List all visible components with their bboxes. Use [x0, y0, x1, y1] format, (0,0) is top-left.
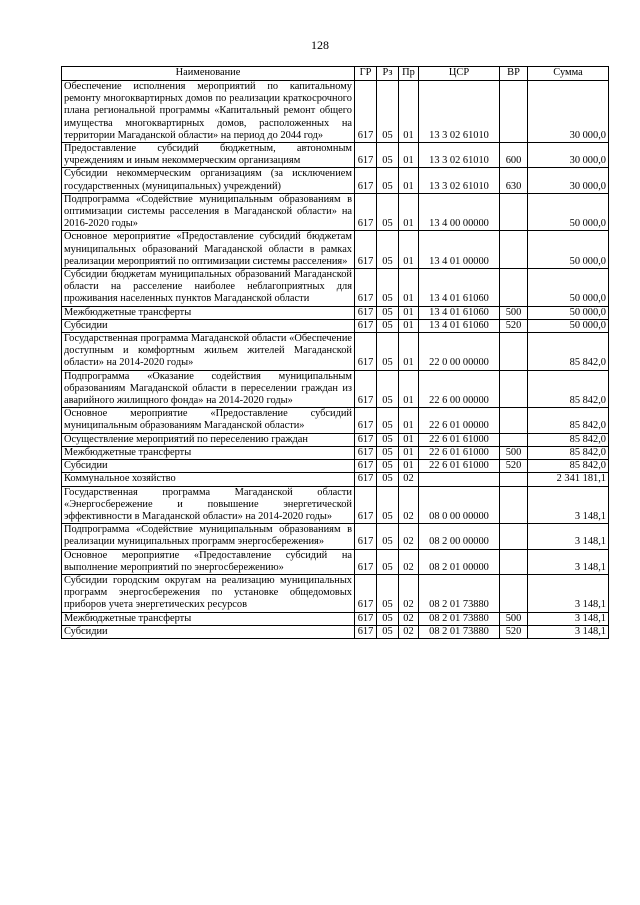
row-csr-cell: 22 6 01 61000 — [419, 433, 500, 446]
row-rz-cell: 05 — [377, 370, 399, 408]
row-pr-cell: 01 — [399, 193, 419, 231]
row-gr-cell: 617 — [355, 306, 377, 319]
row-sum-cell: 85 842,0 — [528, 333, 609, 371]
row-gr-cell: 617 — [355, 319, 377, 332]
table-row — [62, 625, 609, 638]
row-name-cell: Межбюджетные трансферты — [62, 612, 355, 625]
row-vr-cell — [500, 524, 528, 549]
row-rz-cell: 05 — [377, 612, 399, 625]
row-rz-cell: 05 — [377, 524, 399, 549]
row-name-cell: Субсидии — [62, 625, 355, 638]
row-gr-cell: 617 — [355, 143, 377, 168]
row-gr-cell: 617 — [355, 168, 377, 193]
table-row — [62, 306, 609, 319]
row-csr-cell: 08 2 01 73880 — [419, 625, 500, 638]
row-vr-cell — [500, 193, 528, 231]
header-name: Наименование — [62, 67, 355, 81]
row-name-cell: Подпрограмма «Оказание содействия муниципальным образованиям Магаданской области в переселении граждан из аварийного жилищного фонда» на 2014-2020 годы» — [62, 370, 355, 408]
row-csr-cell: 13 4 01 61060 — [419, 269, 500, 307]
row-pr-cell: 02 — [399, 486, 419, 524]
row-name-cell: Субсидии некоммерческим организациям (за исключением государственных (муниципальных) учреждений) — [62, 168, 355, 193]
row-pr-cell: 01 — [399, 143, 419, 168]
table-row — [62, 333, 609, 371]
row-gr-cell: 617 — [355, 473, 377, 486]
row-sum-cell: 3 148,1 — [528, 612, 609, 625]
row-csr-cell: 08 2 00 00000 — [419, 524, 500, 549]
row-pr-cell: 01 — [399, 306, 419, 319]
row-vr-cell — [500, 269, 528, 307]
row-name-cell: Основное мероприятие «Предоставление субсидий бюджетам муниципальных образований Магаданской области в рамках реализации мероприятий по оптимизации системы расселения» — [62, 231, 355, 269]
row-name-cell: Субсидии — [62, 319, 355, 332]
row-sum-cell: 50 000,0 — [528, 319, 609, 332]
row-sum-cell: 85 842,0 — [528, 460, 609, 473]
row-name-cell: Коммунальное хозяйство — [62, 473, 355, 486]
row-csr-cell: 13 4 01 61060 — [419, 306, 500, 319]
row-gr-cell: 617 — [355, 574, 377, 612]
row-rz-cell: 05 — [377, 168, 399, 193]
row-gr-cell: 617 — [355, 460, 377, 473]
row-rz-cell: 05 — [377, 486, 399, 524]
table-row — [62, 168, 609, 193]
table-row — [62, 574, 609, 612]
row-sum-cell: 50 000,0 — [528, 193, 609, 231]
row-rz-cell: 05 — [377, 193, 399, 231]
row-rz-cell: 05 — [377, 574, 399, 612]
row-csr-cell: 08 2 01 73880 — [419, 612, 500, 625]
row-sum-cell: 3 148,1 — [528, 574, 609, 612]
table-row — [62, 408, 609, 433]
row-gr-cell: 617 — [355, 625, 377, 638]
table-row — [62, 486, 609, 524]
row-sum-cell: 30 000,0 — [528, 81, 609, 143]
header-gr: ГР — [355, 67, 377, 81]
row-pr-cell: 01 — [399, 446, 419, 459]
table-header-row — [62, 67, 609, 81]
row-gr-cell: 617 — [355, 370, 377, 408]
row-csr-cell: 22 6 01 00000 — [419, 408, 500, 433]
row-csr-cell: 08 0 00 00000 — [419, 486, 500, 524]
row-rz-cell: 05 — [377, 549, 399, 574]
row-vr-cell: 630 — [500, 168, 528, 193]
row-sum-cell: 30 000,0 — [528, 143, 609, 168]
row-vr-cell — [500, 81, 528, 143]
row-csr-cell: 13 4 01 00000 — [419, 231, 500, 269]
row-sum-cell: 50 000,0 — [528, 269, 609, 307]
header-pr: Пр — [399, 67, 419, 81]
row-gr-cell: 617 — [355, 193, 377, 231]
row-rz-cell: 05 — [377, 306, 399, 319]
row-vr-cell — [500, 486, 528, 524]
row-pr-cell: 01 — [399, 460, 419, 473]
row-gr-cell: 617 — [355, 269, 377, 307]
row-sum-cell: 3 148,1 — [528, 549, 609, 574]
row-csr-cell: 08 2 01 00000 — [419, 549, 500, 574]
row-name-cell: Обеспечение исполнения мероприятий по капитальному ремонту многоквартирных домов по реализации краткосрочного плана региональной программы «Капитальный ремонт общего имущества многоквартирных домов, расположенных на территории Магаданской области» на период до 2044 год» — [62, 81, 355, 143]
row-pr-cell: 02 — [399, 574, 419, 612]
row-vr-cell: 600 — [500, 143, 528, 168]
row-vr-cell — [500, 408, 528, 433]
row-gr-cell: 617 — [355, 433, 377, 446]
row-sum-cell: 2 341 181,1 — [528, 473, 609, 486]
row-pr-cell: 01 — [399, 433, 419, 446]
row-name-cell: Подпрограмма «Содействие муниципальным образованиям в реализации муниципальных программ энергосбережения» — [62, 524, 355, 549]
table-row — [62, 143, 609, 168]
row-pr-cell: 02 — [399, 549, 419, 574]
row-pr-cell: 01 — [399, 408, 419, 433]
row-sum-cell: 85 842,0 — [528, 370, 609, 408]
table-row — [62, 473, 609, 486]
row-gr-cell: 617 — [355, 524, 377, 549]
row-vr-cell — [500, 473, 528, 486]
table-row — [62, 81, 609, 143]
row-vr-cell: 520 — [500, 625, 528, 638]
table-row — [62, 612, 609, 625]
row-gr-cell: 617 — [355, 549, 377, 574]
row-vr-cell — [500, 370, 528, 408]
row-sum-cell: 3 148,1 — [528, 486, 609, 524]
row-gr-cell: 617 — [355, 81, 377, 143]
row-name-cell: Межбюджетные трансферты — [62, 306, 355, 319]
table-row — [62, 549, 609, 574]
row-pr-cell: 01 — [399, 333, 419, 371]
row-sum-cell: 3 148,1 — [528, 524, 609, 549]
row-csr-cell: 13 4 01 61060 — [419, 319, 500, 332]
table-row — [62, 433, 609, 446]
row-vr-cell: 520 — [500, 460, 528, 473]
row-rz-cell: 05 — [377, 625, 399, 638]
row-vr-cell: 500 — [500, 306, 528, 319]
row-sum-cell: 85 842,0 — [528, 408, 609, 433]
header-vr: ВР — [500, 67, 528, 81]
row-csr-cell: 08 2 01 73880 — [419, 574, 500, 612]
row-vr-cell — [500, 433, 528, 446]
row-vr-cell — [500, 231, 528, 269]
row-sum-cell: 50 000,0 — [528, 231, 609, 269]
row-vr-cell: 500 — [500, 446, 528, 459]
row-pr-cell: 01 — [399, 319, 419, 332]
row-rz-cell: 05 — [377, 473, 399, 486]
table-row — [62, 460, 609, 473]
table-row — [62, 319, 609, 332]
row-name-cell: Основное мероприятие «Предоставление субсидий муниципальным образованиям Магаданской области» — [62, 408, 355, 433]
row-name-cell: Основное мероприятие «Предоставление субсидий на выполнение мероприятий по энергосбережению» — [62, 549, 355, 574]
row-rz-cell: 05 — [377, 81, 399, 143]
row-csr-cell — [419, 473, 500, 486]
row-gr-cell: 617 — [355, 486, 377, 524]
budget-table — [61, 66, 609, 639]
row-rz-cell: 05 — [377, 408, 399, 433]
row-vr-cell — [500, 574, 528, 612]
table-row — [62, 370, 609, 408]
row-sum-cell: 85 842,0 — [528, 446, 609, 459]
row-csr-cell: 13 3 02 61010 — [419, 143, 500, 168]
row-rz-cell: 05 — [377, 460, 399, 473]
row-csr-cell: 22 6 01 61000 — [419, 460, 500, 473]
row-csr-cell: 13 3 02 61010 — [419, 81, 500, 143]
row-vr-cell — [500, 549, 528, 574]
row-csr-cell: 22 6 00 00000 — [419, 370, 500, 408]
row-csr-cell: 13 4 00 00000 — [419, 193, 500, 231]
row-csr-cell: 13 3 02 61010 — [419, 168, 500, 193]
row-vr-cell: 500 — [500, 612, 528, 625]
row-gr-cell: 617 — [355, 446, 377, 459]
row-name-cell: Межбюджетные трансферты — [62, 446, 355, 459]
table-row — [62, 231, 609, 269]
row-name-cell: Осуществление мероприятий по переселению граждан — [62, 433, 355, 446]
row-sum-cell: 30 000,0 — [528, 168, 609, 193]
row-pr-cell: 01 — [399, 81, 419, 143]
row-pr-cell: 01 — [399, 168, 419, 193]
row-name-cell: Субсидии — [62, 460, 355, 473]
row-pr-cell: 02 — [399, 625, 419, 638]
row-name-cell: Субсидии бюджетам муниципальных образований Магаданской области на расселение наиболее неблагоприятных для проживания населенных пунктов Магаданской области — [62, 269, 355, 307]
table-row — [62, 193, 609, 231]
row-vr-cell — [500, 333, 528, 371]
row-name-cell: Предоставление субсидий бюджетным, автономным учреждениям и иным некоммерческим организациям — [62, 143, 355, 168]
row-name-cell: Государственная программа Магаданской области «Обеспечение доступным и комфортным жильем жителей Магаданской области» на 2014-2020 годы» — [62, 333, 355, 371]
row-csr-cell: 22 0 00 00000 — [419, 333, 500, 371]
table-body — [62, 81, 609, 639]
row-name-cell: Подпрограмма «Содействие муниципальным образованиям в оптимизации системы расселения в Магаданской области» на 2016-2020 годы» — [62, 193, 355, 231]
row-gr-cell: 617 — [355, 408, 377, 433]
row-sum-cell: 3 148,1 — [528, 625, 609, 638]
page-number: 128 — [311, 38, 329, 52]
header-rz: Рз — [377, 67, 399, 81]
header-csr: ЦСР — [419, 67, 500, 81]
row-pr-cell: 02 — [399, 612, 419, 625]
row-gr-cell: 617 — [355, 333, 377, 371]
row-pr-cell: 01 — [399, 370, 419, 408]
row-name-cell: Государственная программа Магаданской области «Энергосбережение и повышение энергетической эффективности в Магаданской области» на 2014-2020 годы» — [62, 486, 355, 524]
row-rz-cell: 05 — [377, 446, 399, 459]
row-rz-cell: 05 — [377, 433, 399, 446]
row-gr-cell: 617 — [355, 231, 377, 269]
row-sum-cell: 50 000,0 — [528, 306, 609, 319]
row-rz-cell: 05 — [377, 333, 399, 371]
row-rz-cell: 05 — [377, 269, 399, 307]
row-pr-cell: 01 — [399, 231, 419, 269]
table-row — [62, 446, 609, 459]
row-pr-cell: 02 — [399, 473, 419, 486]
row-name-cell: Субсидии городским округам на реализацию муниципальных программ энергосбережения по установке общедомовых приборов учета энергетических ресурсов — [62, 574, 355, 612]
row-sum-cell: 85 842,0 — [528, 433, 609, 446]
row-gr-cell: 617 — [355, 612, 377, 625]
row-rz-cell: 05 — [377, 231, 399, 269]
row-csr-cell: 22 6 01 61000 — [419, 446, 500, 459]
row-pr-cell: 02 — [399, 524, 419, 549]
row-rz-cell: 05 — [377, 319, 399, 332]
row-pr-cell: 01 — [399, 269, 419, 307]
table-row — [62, 524, 609, 549]
row-rz-cell: 05 — [377, 143, 399, 168]
table-row — [62, 269, 609, 307]
row-vr-cell: 520 — [500, 319, 528, 332]
header-sum: Сумма — [528, 67, 609, 81]
